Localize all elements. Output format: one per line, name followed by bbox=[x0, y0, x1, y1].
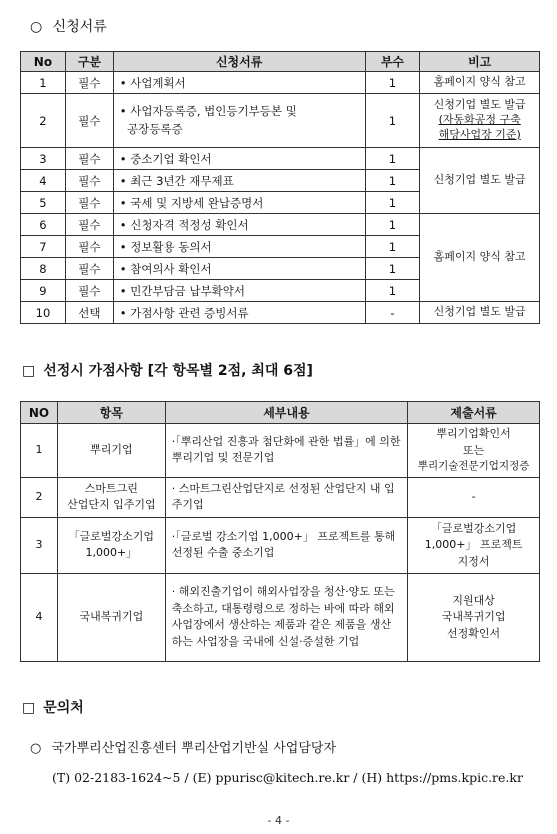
contact-details: (T) 02-2183-1624~5 / (E) ppurisc@kitech.re.kr / (H) https://pms.kpic.re.kr bbox=[52, 770, 523, 785]
table-row: 7 필수 • 정보활용 동의서 1 bbox=[21, 236, 540, 258]
table-row: 5 필수 • 국세 및 지방세 완납증명서 1 bbox=[21, 192, 540, 214]
header-document: 신청서류 bbox=[113, 52, 365, 72]
square-bullet-icon: □ bbox=[22, 700, 36, 716]
application-documents-table bbox=[20, 51, 540, 324]
section1-title-text: 신청서류 bbox=[52, 19, 107, 35]
circle-bullet-icon: ○ bbox=[30, 19, 43, 35]
table-row: 8 필수 • 참여의사 확인서 1 bbox=[21, 258, 540, 280]
header-no: NO bbox=[21, 402, 58, 424]
table-row: 1 뿌리기업 ·「뿌리산업 진흥과 첨단화에 관한 법률」에 의한 뿌리기업 및 전문기업 뿌리기업확인서 또는 뿌리기술전문기업지정증 bbox=[21, 424, 540, 478]
table-row: 9 필수 • 민간부담금 납부확약서 1 bbox=[21, 280, 540, 302]
table-header-row bbox=[21, 402, 540, 424]
table-row: 2 필수 • 사업자등록증, 법인등기부등본 및 공장등록증 1 신청기업 별도 발급 (자동화공정 구축 해당사업장 기준) bbox=[21, 94, 540, 148]
header-no: No bbox=[21, 52, 66, 72]
table-row: 3 필수 • 중소기업 확인서 1 신청기업 별도 발급 bbox=[21, 148, 540, 170]
table-row: 6 필수 • 신청자격 적정성 확인서 1 홈페이지 양식 참고 bbox=[21, 214, 540, 236]
table-row: 10 선택 • 가점사항 관련 증빙서류 - 신청기업 별도 발급 bbox=[21, 302, 540, 324]
note-cell: 신청기업 별도 발급 (자동화공정 구축 해당사업장 기준) bbox=[420, 94, 540, 148]
header-type: 구분 bbox=[65, 52, 113, 72]
header-note: 비고 bbox=[420, 52, 540, 72]
section1-title bbox=[30, 16, 107, 36]
contact-organization bbox=[30, 737, 336, 756]
table-row: 3 「글로벌강소기업 1,000+」 ·「글로벌 강소기업 1,000+」 프로젝트를 통해 선정된 수출 중소기업 「글로벌강소기업 1,000+」 프로젝트 지정서 bbox=[21, 517, 540, 573]
header-count: 부수 bbox=[365, 52, 420, 72]
section2-title-text: 선정시 가점사항 [각 항목별 2점, 최대 6점] bbox=[43, 363, 313, 379]
bonus-points-table bbox=[20, 401, 540, 662]
table-row: 2 스마트그린 산업단지 입주기업 · 스마트그린산업단지로 선정된 산업단지 내 입주기업 - bbox=[21, 477, 540, 517]
table-row: 4 필수 • 최근 3년간 재무제표 1 bbox=[21, 170, 540, 192]
header-docs: 제출서류 bbox=[408, 402, 540, 424]
header-detail: 세부내용 bbox=[165, 402, 407, 424]
section3-title-text: 문의처 bbox=[43, 700, 84, 716]
contact-organization-text: 국가뿌리산업진흥센터 뿌리산업기반실 사업담당자 bbox=[51, 741, 337, 756]
table-row: 4 국내복귀기업 · 해외진출기업이 해외사업장을 청산·양도 또는 축소하고, 대통령령으로 정하는 바에 따라 해외사업장에서 생산하는 제품과 같은 제품을 생산하는 사업장을 국내에 신설·증설한 기업 지원대상 국내복귀기업 선정확인서 bbox=[21, 573, 540, 661]
section2-title bbox=[22, 360, 313, 380]
note-cell: 홈페이지 양식 참고 bbox=[420, 214, 540, 302]
note-cell: 신청기업 별도 발급 bbox=[420, 302, 540, 324]
note-cell: 홈페이지 양식 참고 bbox=[420, 72, 540, 94]
circle-bullet-icon: ○ bbox=[30, 741, 42, 756]
note-cell: 신청기업 별도 발급 bbox=[420, 148, 540, 214]
header-item: 항목 bbox=[57, 402, 165, 424]
table-row: 1 필수 • 사업계획서 1 홈페이지 양식 참고 bbox=[21, 72, 540, 94]
table-header-row bbox=[21, 52, 540, 72]
page-number: - 4 - bbox=[267, 814, 290, 827]
square-bullet-icon: □ bbox=[22, 363, 36, 379]
section3-title bbox=[22, 697, 84, 717]
